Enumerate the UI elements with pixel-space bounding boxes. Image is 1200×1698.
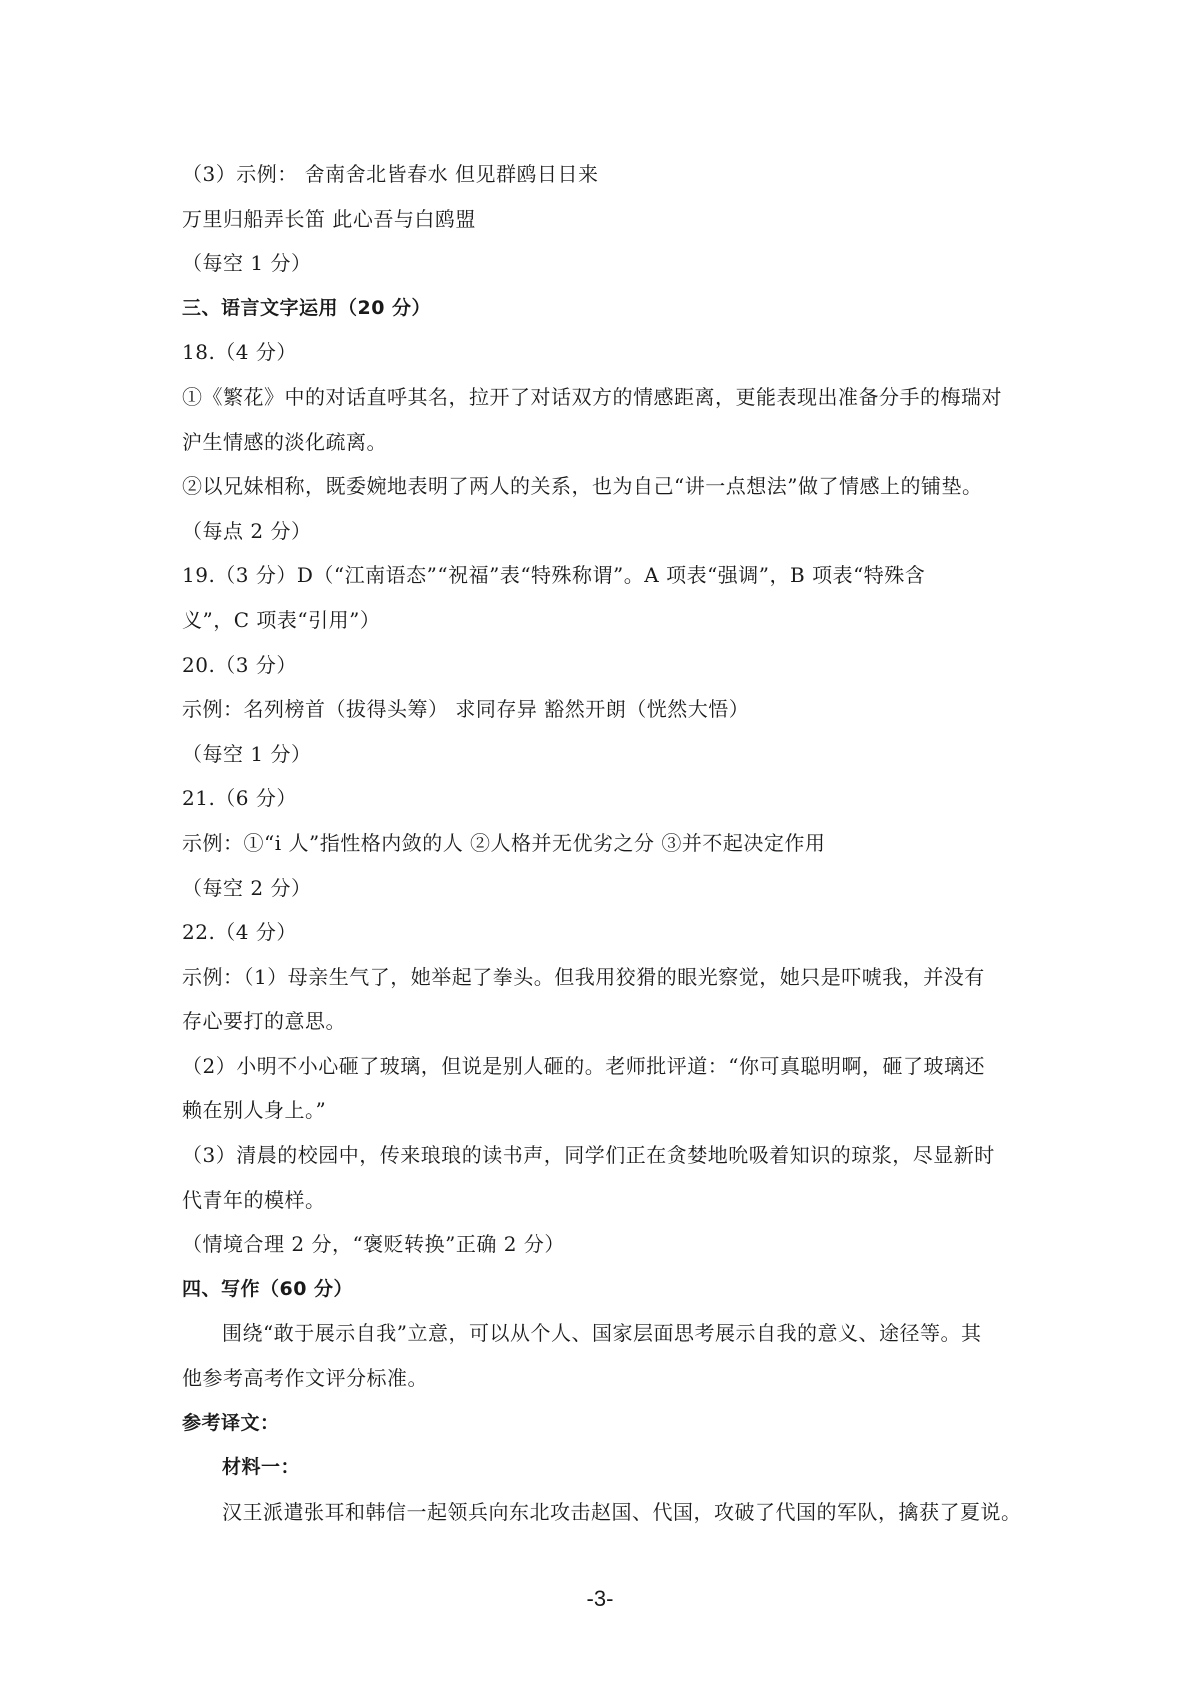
translation-line: 汉王派遣张耳和韩信一起领兵向东北攻击赵国、代国，攻破了代国的军队，擒获了夏说。 <box>222 1499 1022 1524</box>
answer-line: ②以兄妹相称，既委婉地表明了两人的关系，也为自己“讲一点想法”做了情感上的铺垫。 <box>182 474 983 499</box>
score-note: （每空 1 分） <box>182 251 312 276</box>
answer-line: 赖在别人身上。” <box>182 1098 327 1123</box>
answer-line: 示例：①“i 人”指性格内敛的人 ②人格并无优劣之分 ③并不起决定作用 <box>182 830 826 855</box>
section-heading: 四、写作（60 分） <box>182 1277 354 1300</box>
document-body <box>182 152 1022 1534</box>
answer-line: 他参考高考作文评分标准。 <box>182 1366 428 1391</box>
answer-line: （2）小明不小心砸了玻璃，但说是别人砸的。老师批评道：“你可真聪明啊，砸了玻璃还 <box>182 1053 985 1078</box>
answer-line: （3）示例： 舍南舍北皆春水 但见群鸥日日来 <box>182 162 599 186</box>
score-note: （每空 2 分） <box>182 875 312 900</box>
answer-line: （3）清晨的校园中，传来琅琅的读书声，同学们正在贪婪地吮吸着知识的琼浆，尽显新时 <box>182 1143 995 1168</box>
answer-line: 沪生情感的淡化疏离。 <box>182 429 387 454</box>
answer-line: 示例：（1）母亲生气了，她举起了拳头。但我用狡猾的眼光察觉，她只是吓唬我，并没有 <box>182 964 985 989</box>
answer-line: 存心要打的意思。 <box>182 1009 346 1034</box>
answer-line: 19.（3 分）D（“江南语态”“祝福”表“特殊称谓”。A 项表“强调”，B 项表“特殊含 <box>182 563 926 588</box>
question-number: 18.（4 分） <box>182 340 297 365</box>
section-heading: 三、语言文字运用（20 分） <box>182 296 432 319</box>
reference-translation-heading: 参考译文： <box>182 1411 280 1434</box>
answer-line: 万里归船弄长笛 此心吾与白鸥盟 <box>182 206 476 231</box>
answer-line: 围绕“敢于展示自我”立意，可以从个人、国家层面思考展示自我的意义、途径等。其 <box>222 1321 982 1346</box>
score-note: （每点 2 分） <box>182 518 312 543</box>
answer-line: 义”，C 项表“引用”） <box>182 607 381 632</box>
answer-line: ①《繁花》中的对话直呼其名，拉开了对话双方的情感距离，更能表现出准备分手的梅瑞对 <box>182 384 1002 409</box>
material-heading: 材料一： <box>222 1456 301 1479</box>
question-number: 20.（3 分） <box>182 652 297 677</box>
answer-line: 示例：名列榜首（拔得头筹） 求同存异 豁然开朗（恍然大悟） <box>182 697 750 722</box>
score-note: （情境合理 2 分，“褒贬转换”正确 2 分） <box>182 1232 565 1257</box>
question-number: 21.（6 分） <box>182 786 297 811</box>
score-note: （每空 1 分） <box>182 741 312 766</box>
answer-line: 代青年的模样。 <box>182 1187 326 1212</box>
page-number: -3- <box>586 1586 614 1611</box>
question-number: 22.（4 分） <box>182 920 297 945</box>
